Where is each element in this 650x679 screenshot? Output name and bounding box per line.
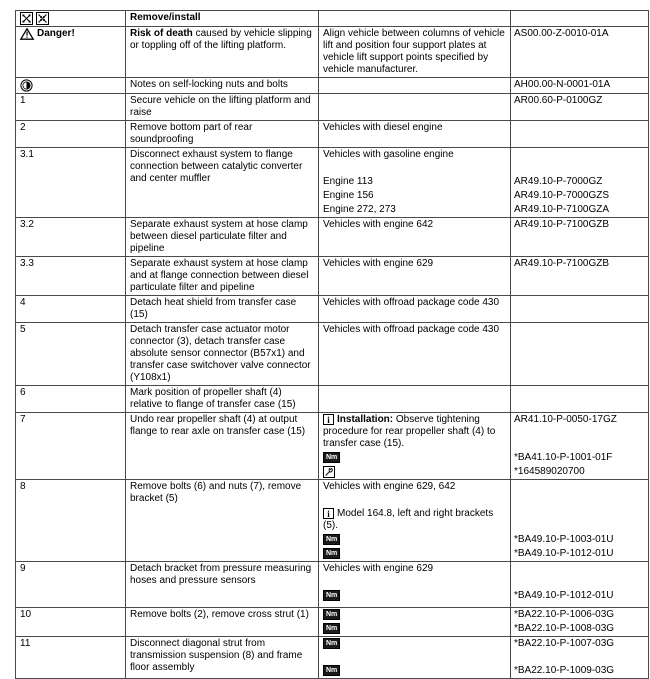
special-tool-icon [323,466,335,478]
condition-and-code-cell [319,121,649,148]
condition-line [319,494,510,507]
step-cell [16,386,126,413]
table-row [16,78,649,94]
document-code: AR00.60-P-0100GZ [514,95,603,106]
column-divider [510,94,511,120]
condition-and-code-cell [319,562,649,608]
install-symbol-icon [36,12,49,25]
condition-line: Vehicles with offroad package code 430 [323,324,500,335]
procedure-description: Disconnect diagonal strut from transmission suspension (8) and frame floor assembly [126,637,319,679]
condition-and-code-cell [319,637,649,679]
procedure-description: Detach bracket from pressure measuring hoses and pressure sensors [126,562,319,608]
step-cell [16,608,126,637]
condition-line [319,664,510,678]
condition-and-code-cell [319,386,649,413]
info-icon: i [323,508,334,519]
torque-nm-icon: Nm [323,590,340,601]
condition-line [319,576,510,589]
document-code: *BA49.10-P-1012-01U [514,590,614,601]
document-code: AR49.10-P-7000GZ [514,176,603,187]
condition-line: Vehicles with engine 642 [323,219,434,230]
document-code: *BA41.10-P-1001-01F [514,452,613,463]
condition-line [319,651,510,664]
condition-line [319,637,510,651]
step-cell [16,562,126,608]
table-row [16,637,649,679]
condition-line [319,94,510,108]
condition-line: Engine 272, 273 [323,204,396,215]
step-number: 9 [20,563,26,574]
column-divider [510,257,511,295]
table-row [16,148,649,218]
torque-nm-icon: Nm [323,638,340,649]
step-number: 3.2 [20,219,34,230]
step-number: 8 [20,481,26,492]
condition-line [319,465,510,479]
condition-line: Engine 156 [323,190,374,201]
column-divider [510,78,511,93]
document-code: AR49.10-P-7100GZA [514,204,610,215]
step-number: 10 [20,609,32,620]
document-code [510,480,648,494]
condition-and-code-cell [319,218,649,257]
column-divider [510,11,511,26]
column-divider [510,27,511,77]
remove-install-table [15,10,649,679]
step-number: 3.1 [20,149,34,160]
table-row [16,608,649,637]
condition-line: Vehicles with engine 629 [323,563,434,574]
column-header-remove-install: Remove/install [126,11,319,27]
step-cell [16,296,126,323]
procedure-description: Detach transfer case actuator motor connector (3), detach transfer case absolute sensor connector (B57x1) and transfer case switchover valve connector (Y108x1) [126,323,319,386]
column-divider [510,148,511,217]
document-code [510,386,648,399]
document-code: AR49.10-P-7000GZS [514,190,610,201]
procedure-description: Separate exhaust system at hose clamp and at flange connection between diesel particulate filter and pipeline [126,257,319,296]
torque-nm-icon: Nm [323,665,340,676]
procedure-description: Remove bolts (6) and nuts (7), remove bracket (5) [126,480,319,562]
table-row [16,386,649,413]
document-code: AH00.00-N-0001-01A [514,79,611,90]
danger-triangle-icon [20,28,34,40]
table-row [16,480,649,562]
condition-line [319,386,510,399]
self-locking-note-icon [20,79,33,92]
document-code: *BA22.10-P-1009-03G [514,665,615,676]
table-row [16,27,649,78]
table-row [16,323,649,386]
column-divider [510,480,511,561]
document-code [510,148,648,162]
document-code: AR49.10-P-7100GZB [514,219,610,230]
step-cell [16,323,126,386]
document-code: *BA49.10-P-1012-01U [514,548,614,559]
document-code [510,494,648,507]
step-number: 1 [20,95,26,106]
condition-and-code-cell [319,257,649,296]
condition-line: Vehicles with offroad package code 430 [323,297,500,308]
condition-line: Engine 113 [323,176,373,187]
table-row [16,121,649,148]
step-cell [16,413,126,480]
step-number: 2 [20,122,26,133]
header-row [16,11,649,27]
header-empty-cell [319,11,649,27]
condition-line: i Model 164.8, left and right brackets (5). [323,508,494,531]
condition-line [319,451,510,465]
step-cell [16,480,126,562]
step-cell [16,257,126,296]
column-divider [510,323,511,385]
condition-and-code-cell [319,296,649,323]
condition-line: Vehicles with gasoline engine [323,149,454,160]
condition-and-code-cell [319,94,649,121]
step-cell [16,27,126,78]
document-code [510,296,648,310]
document-code: *BA22.10-P-1008-03G [514,623,615,634]
condition-line: i Installation: Observe tightening procedure for rear propeller shaft (4) to transfer case (15). [323,414,496,449]
document-code: *164589020700 [514,466,585,477]
document-code [510,576,648,589]
step-cell [16,148,126,218]
condition-and-code-cell [319,323,649,386]
condition-line: Vehicles with engine 629 [323,258,434,269]
table-row [16,257,649,296]
document-code: AR41.10-P-0050-17GZ [514,414,617,425]
document-code [510,562,648,576]
table-row [16,94,649,121]
condition-line [319,608,510,622]
document-code: *BA49.10-P-1003-01U [514,534,614,545]
condition-and-code-cell [319,480,649,562]
document-code [510,121,648,135]
header-symbols [20,12,52,23]
step-cell [16,121,126,148]
info-icon: i [323,414,334,425]
document-code [510,162,648,175]
torque-nm-icon: Nm [323,452,340,463]
column-divider [510,637,511,678]
step-number: 3.3 [20,258,34,269]
procedure-description: Undo rear propeller shaft (4) at output flange to rear axle on transfer case (15) [126,413,319,480]
step-cell [16,94,126,121]
procedure-description: Notes on self-locking nuts and bolts [126,78,319,94]
column-divider [510,562,511,607]
condition-and-code-cell [319,148,649,218]
document-code: *BA22.10-P-1006-03G [514,609,615,620]
step-cell [16,218,126,257]
condition-line [319,78,510,92]
step-number: Danger! [37,28,75,39]
procedure-description: Mark position of propeller shaft (4) relative to flange of transfer case (15) [126,386,319,413]
procedure-description: Separate exhaust system at hose clamp between diesel particulate filter and pipeline [126,218,319,257]
document-code: *BA22.10-P-1007-03G [514,638,615,649]
condition-and-code-cell [319,608,649,637]
procedure-description: Disconnect exhaust system to flange connection between catalytic converter and center muffler [126,148,319,218]
condition-line [319,533,510,547]
torque-nm-icon: Nm [323,534,340,545]
document-code [510,651,648,664]
step-cell [16,637,126,679]
document-code [510,323,648,337]
procedure-description: Secure vehicle on the lifting platform and raise [126,94,319,121]
condition-line [319,622,510,636]
condition-and-code-cell [319,27,649,78]
torque-nm-icon: Nm [323,623,340,634]
condition-line [319,589,510,603]
table-row [16,413,649,480]
column-divider [510,413,511,479]
document-code: AS00.00-Z-0010-01A [514,28,609,39]
torque-nm-icon: Nm [323,609,340,620]
condition-line: Align vehicle between columns of vehicle lift and position four support plates at vehicle lift support points specified by vehicle manufacturer. [323,28,505,75]
step-number: 11 [20,638,31,649]
header-symbols-cell [16,11,126,27]
step-cell [16,78,126,94]
torque-nm-icon: Nm [323,548,340,559]
table-row [16,296,649,323]
column-divider [510,218,511,256]
procedure-description: Remove bolts (2), remove cross strut (1) [126,608,319,637]
condition-line [319,162,510,175]
column-divider [510,296,511,322]
procedure-description: Remove bottom part of rear soundproofing [126,121,319,148]
condition-and-code-cell [319,78,649,94]
document-code [510,507,648,533]
column-divider [510,386,511,412]
column-divider [510,608,511,636]
step-number: 4 [20,297,26,308]
step-number: 6 [20,387,26,398]
table-row [16,562,649,608]
condition-line: Vehicles with diesel engine [323,122,443,133]
table-row [16,218,649,257]
remove-symbol-icon [20,12,33,25]
step-number: 7 [20,414,26,425]
step-number: 5 [20,324,26,335]
document-code: AR49.10-P-7100GZB [514,258,610,269]
procedure-description: Detach heat shield from transfer case (15) [126,296,319,323]
procedure-description: Risk of death caused by vehicle slipping or toppling off of the lifting platform. [126,27,319,78]
condition-line [319,547,510,561]
column-divider [510,121,511,147]
condition-and-code-cell [319,413,649,480]
condition-line: Vehicles with engine 629, 642 [323,481,456,492]
